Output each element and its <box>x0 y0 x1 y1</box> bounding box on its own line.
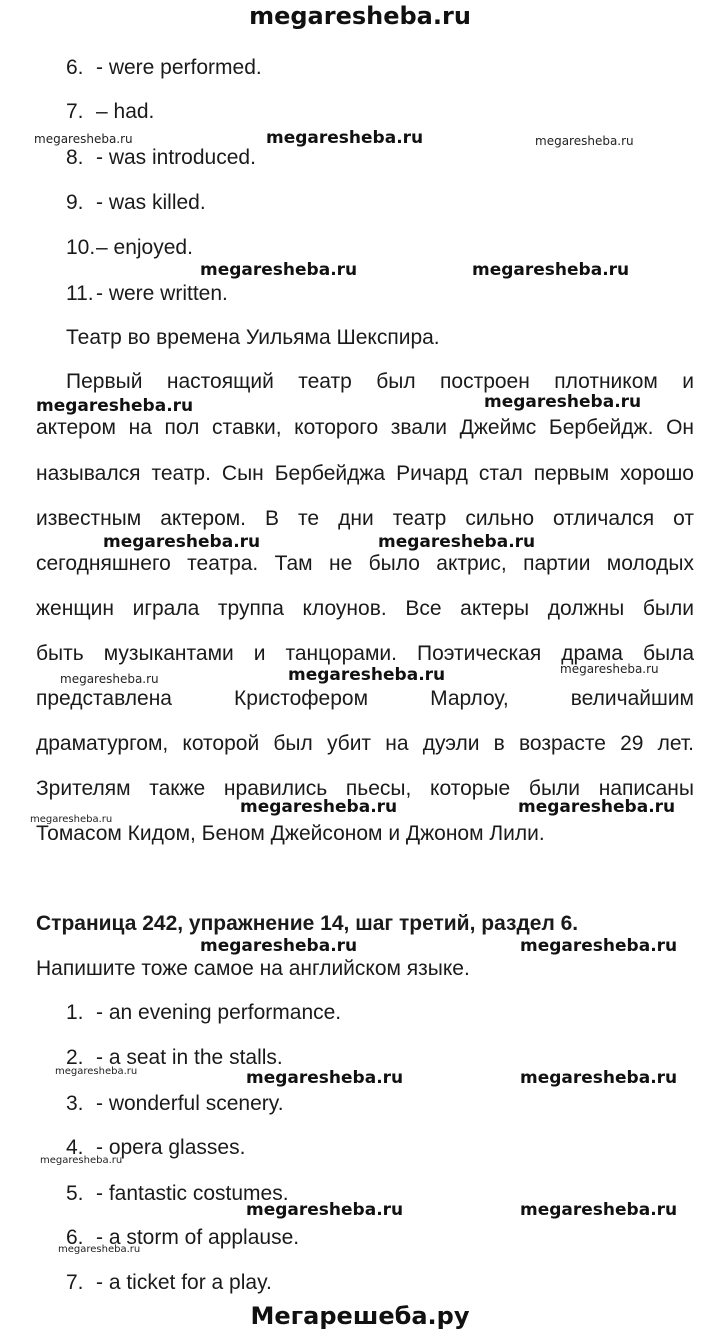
item-number: 7. <box>66 1271 84 1294</box>
translation-line: Зрителям также нравились пьесы, которые были написаны <box>36 777 694 800</box>
watermark: megaresheba.ru <box>58 1244 141 1255</box>
list-item <box>66 1001 341 1025</box>
watermark: megaresheba.ru <box>103 532 261 552</box>
translation-line: Первый настоящий театр был построен плотником и <box>66 370 694 393</box>
item-number: 4. <box>66 1136 84 1159</box>
item-text: – enjoyed. <box>96 236 193 259</box>
list-item <box>66 191 206 215</box>
item-text: - was introduced. <box>96 146 256 169</box>
item-text: - a seat in the stalls. <box>96 1046 283 1069</box>
item-text: - were performed. <box>96 56 262 79</box>
exercise-heading: Страница 242, упражнение 14, шаг третий, раздел 6. <box>36 912 579 935</box>
item-text: - was killed. <box>96 191 206 214</box>
translation-line: актером на пол ставки, которого звали Джеймс Бербейдж. Он <box>36 416 694 439</box>
watermark: megaresheba.ru <box>520 936 678 956</box>
translation-line: женщин играла труппа клоунов. Все актеры должны были <box>36 597 694 620</box>
watermark: megaresheba.ru <box>246 1200 404 1220</box>
translation-line: быть музыкантами и танцорами. Поэтическая драма была <box>36 642 694 665</box>
item-text: - were written. <box>96 282 228 305</box>
watermark: megaresheba.ru <box>535 134 634 148</box>
translation-line: драматургом, которой был убит на дуэли в возрасте 29 лет. <box>36 732 694 755</box>
translation-line: Томасом Кидом, Беном Джейсоном и Джоном Лили. <box>36 822 545 845</box>
item-number: 11. <box>66 282 94 305</box>
list-item <box>66 1092 284 1116</box>
item-number: 7. <box>66 100 84 123</box>
watermark: megaresheba.ru <box>518 797 676 817</box>
list-item <box>66 146 256 170</box>
watermark: megaresheba.ru <box>30 814 113 825</box>
list-item <box>66 100 154 124</box>
item-number: 6. <box>66 56 84 79</box>
list-item <box>66 282 228 306</box>
translation-title: Театр во времена Уильяма Шекспира. <box>66 326 440 349</box>
watermark: megaresheba.ru <box>246 1068 404 1088</box>
watermark: megaresheba.ru <box>288 665 446 685</box>
list-item <box>66 56 262 80</box>
translation-line: представлена Кристофером Марлоу, величайшим <box>36 687 694 710</box>
watermark: megaresheba.ru <box>472 260 630 280</box>
watermark: megaresheba.ru <box>200 936 358 956</box>
watermark: megaresheba.ru <box>484 392 642 412</box>
item-text: - a storm of applause. <box>96 1226 300 1249</box>
item-number: 3. <box>66 1092 84 1115</box>
watermark: megaresheba.ru <box>378 532 536 552</box>
item-number: 5. <box>66 1182 84 1205</box>
site-footer: Мегарешеба.ру <box>250 1302 470 1330</box>
watermark: megaresheba.ru <box>55 1066 138 1077</box>
site-header: megaresheba.ru <box>249 2 471 30</box>
watermark: megaresheba.ru <box>40 1155 123 1166</box>
item-number: 2. <box>66 1046 84 1069</box>
exercise-instruction: Напишите тоже самое на английском языке. <box>36 957 470 980</box>
item-number: 10. <box>66 236 96 259</box>
watermark: megaresheba.ru <box>560 662 659 676</box>
translation-line: назывался театр. Сын Бербейджа Ричард стал первым хорошо <box>36 462 694 485</box>
watermark: megaresheba.ru <box>520 1068 678 1088</box>
translation-line: известным актером. В те дни театр сильно отличался от <box>36 507 694 530</box>
item-number: 1. <box>66 1001 84 1024</box>
watermark: megaresheba.ru <box>240 797 398 817</box>
item-number: 9. <box>66 191 84 214</box>
item-text: - an evening performance. <box>96 1001 342 1024</box>
item-text: - a ticket for a play. <box>96 1271 272 1294</box>
item-text: – had. <box>96 100 155 123</box>
watermark: megaresheba.ru <box>266 128 424 148</box>
watermark: megaresheba.ru <box>200 260 358 280</box>
watermark: megaresheba.ru <box>36 396 194 416</box>
watermark: megaresheba.ru <box>60 672 159 686</box>
item-number: 8. <box>66 146 84 169</box>
item-text: - wonderful scenery. <box>96 1092 284 1115</box>
list-item <box>66 236 193 260</box>
item-number: 6. <box>66 1226 84 1249</box>
item-text: - opera glasses. <box>96 1136 246 1159</box>
translation-line: сегодняшнего театра. Там не было актрис, партии молодых <box>36 552 694 575</box>
list-item <box>66 1271 272 1295</box>
item-text: - fantastic costumes. <box>96 1182 289 1205</box>
watermark: megaresheba.ru <box>34 132 133 146</box>
watermark: megaresheba.ru <box>520 1200 678 1220</box>
